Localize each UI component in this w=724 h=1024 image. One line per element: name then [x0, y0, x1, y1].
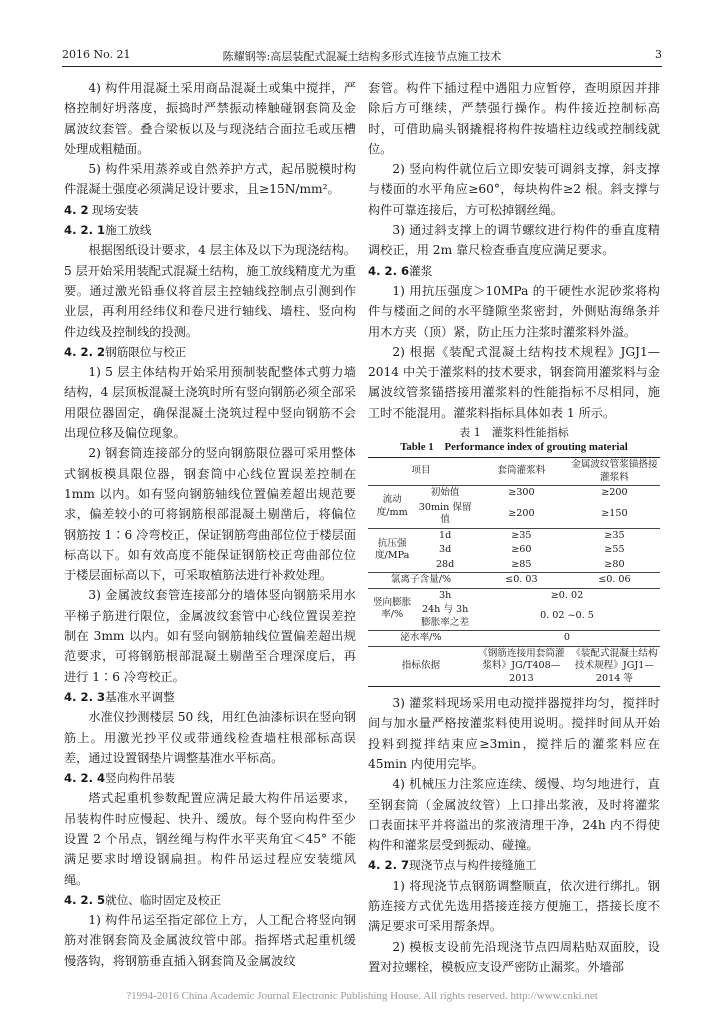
subsection-heading: 4. 2. 4竖向构件吊装	[64, 771, 175, 786]
subsection-heading: 4. 2. 6灌浆	[368, 263, 433, 278]
row-condition: 3d	[439, 544, 452, 556]
paragraph: 4) 构件用混凝土采用商品混凝土或集中搅拌，严格控制好坍落度，振捣时严禁振动棒触碰钢套筒及金属波纹套管。叠合梁板以及与现浇结合面拉毛或压槽处理成粗糙面。	[64, 81, 356, 156]
cell-value: 0. 02 ~0. 5	[540, 610, 594, 622]
paragraph: 2) 竖向构件就位后立即安装可调斜支撑，斜支撑与楼面的水平角应≥60°，每块构件≥2 根。斜支撑与构件可靠连接后，方可松掉钢丝绳。	[368, 162, 660, 217]
cell-value: ≥150	[601, 507, 628, 519]
paragraph: 1) 用抗压强度＞10MPa 的干硬性水泥砂浆将构件与楼面之间的水平缝隙坐浆密封，外侧贴海绵条并用木方夹（顶）紧，防止压力注浆时灌浆料外溢。	[368, 283, 660, 339]
cell-value: ≥85	[511, 558, 532, 570]
row-label: 抗压强度/MPa	[368, 528, 416, 573]
cell-value: ≤0. 03	[474, 573, 569, 589]
cell-value: ≥200	[569, 486, 660, 501]
row-condition: 1d	[416, 528, 474, 543]
paragraph: 1) 构件吊运至指定部位上方，人工配合将竖向钢筋对准钢套筒及金属波纹管中部。指挥塔式起重机缓慢落钩，将钢筋垂直插入钢套筒及金属波纹	[64, 913, 356, 968]
header-item: 项目	[368, 458, 474, 486]
running-header	[62, 46, 662, 67]
paragraph: 1) 5 层主体结构开始采用预制装配整体式剪力墙结构，4 层顶板混凝土浇筑时所有竖向钢筋必须全部采用限位器固定，确保混凝土浇筑过程中竖向钢筋不会出现位移及偏位现象。	[64, 365, 356, 441]
table-caption-english: Table 1 Performance index of grouting material	[400, 441, 628, 454]
subsection-heading: 4. 2. 5就位、临时固定及校正	[64, 892, 222, 907]
copyright-footer: ?1994-2016 China Academic Journal Electronic Publishing House. All rights reserved. http://www.cnki.net	[126, 990, 598, 1002]
paragraph: 4) 机械压力注浆应连续、缓慢、均匀地进行，直至钢套筒（金属波纹管）上口排出浆液，及时将灌浆口表面抹平并将溢出的浆液清理干净，24h 内不得使构件和灌浆层受到振动、碰撞。	[368, 777, 660, 853]
paragraph: 套管。构件下插过程中遇阻力应暂停，查明原因并排除后方可继续，严禁强行操作。构件接近控制标高时，可借助扁头钢撬棍将构件按墙柱边线或控制线就位。	[368, 81, 660, 156]
row-label: 泌水率/%	[368, 631, 474, 647]
row-condition: 3h	[416, 588, 474, 603]
row-label: 指标依据	[368, 646, 474, 687]
paragraph: 5) 构件采用蒸养或自然养护方式，起吊脱模时构件混凝土强度必须满足设计要求，且≥15N/mm²。	[64, 162, 356, 197]
table-row	[368, 486, 660, 501]
cell-value: ≥35	[569, 528, 660, 543]
right-column	[368, 78, 660, 977]
cell-value: ≥0. 02	[474, 588, 660, 603]
subsection-heading: 4. 2. 2钢筋限位与校正	[64, 344, 187, 359]
header-col2: 金属波纹管浆锚搭接灌浆料	[569, 458, 660, 486]
paragraph: 1) 将现浇节点钢筋调整顺直，依次进行绑扎。钢筋连接方式优先选用搭接连接方便施工，搭接长度不满足要求可采用帮条焊。	[368, 878, 660, 934]
header-col1: 套筒灌浆料	[474, 458, 569, 486]
row-condition: 24h 与 3h 膨胀率之差	[421, 604, 470, 628]
paragraph: 3) 通过斜支撑上的调节螺纹进行构件的垂直度精调校正，用 2m 靠尺检查垂直度应满足要求。	[368, 223, 660, 258]
table-row	[368, 588, 660, 603]
grouting-performance-table	[368, 457, 660, 687]
paragraph: 3) 灌浆料现场采用电动搅拌器搅拌均匀，搅拌时间与加水量严格按灌浆料使用说明。搅拌时间从开始投料到搅拌结束应≥3min，搅拌后的灌浆料应在 45min 内使用完毕。	[368, 696, 660, 771]
subsection-heading: 4. 2. 7现浇节点与构件接缝施工	[368, 858, 537, 873]
paragraph: 2) 钢套筒连接部分的竖向钢筋限位器可采用整体式钢板模具限位器，钢套筒中心线位置误差控制在 1mm 以内。如有竖向钢筋轴线位置偏差超出规范要求，偏差较小的可将钢筋根部混凝土剔凿后，将偏位钢筋按 1∶6 冷弯校正，保证钢筋弯曲部位位于楼层面标高以下。如有效高度不能保证钢筋校正弯曲部位位于楼层面标高以下，可采取植筋法进行补救处理。	[64, 446, 356, 583]
table-header-row	[368, 458, 660, 486]
cell-value: ≥60	[511, 544, 532, 556]
subsection-heading: 4. 2. 1施工放线	[64, 223, 152, 238]
cell-value: ≥55	[604, 544, 625, 556]
cell-value: 《钢筋连接用套筒灌浆料》JG/T408—2013	[474, 646, 569, 687]
issue-label: 2016 No. 21	[62, 48, 131, 61]
table-row	[368, 646, 660, 687]
paragraph: 塔式起重机参数配置应满足最大构件吊运要求，吊装构件时应慢起、快升、缓放。每个竖向构件至少设置 2 个吊点，钢丝绳与构件水平夹角宜＜45° 不能满足要求时增设钢扁担。构件吊运过程应安装缆风绳。	[64, 791, 356, 887]
paragraph: 根据图纸设计要求，4 层主体及以下为现浇结构。5 层开始采用装配式混凝土结构，施工放线精度尤为重要。通过激光铅垂仪将首层主控轴线控制点引测到作业层，再利用经纬仪和卷尺进行轴线、墙柱、竖向构件边线及控制线的投测。	[64, 243, 356, 339]
paragraph: 3) 金属波纹套管连接部分的墙体竖向钢筋采用水平梯子筋进行限位，金属波纹套管中心线位置误差控制在 3mm 以内。如有竖向钢筋轴线位置偏差超出规范要求，可将钢筋根部混凝土剔凿至合理深度后，再进行 1∶6 冷弯校正。	[64, 588, 356, 684]
cell-value: ≤0. 06	[569, 573, 660, 589]
page-number: 3	[655, 48, 662, 61]
cell-value: ≥200	[508, 507, 535, 519]
row-label: 流动度/mm	[368, 486, 416, 529]
row-condition: 初始值	[416, 486, 474, 501]
table-row	[368, 631, 660, 647]
row-label: 竖向膨胀率/%	[368, 588, 416, 631]
paragraph: 2) 模板支设前先沿现浇节点四周粘贴双面胶，设置对拉螺栓，模板应支设严密防止漏浆。外墙部	[368, 939, 660, 974]
cell-value: 0	[474, 631, 660, 647]
table-row	[368, 528, 660, 543]
cell-value: 《装配式混凝土结构技术规程》JGJ1—2014 等	[569, 646, 660, 687]
row-condition: 28d	[435, 558, 455, 570]
left-column	[64, 78, 356, 971]
table-caption: 表 1 灌浆料性能指标	[459, 426, 569, 440]
cell-value: ≥80	[604, 558, 625, 570]
subsection-heading: 4. 2. 3基准水平调整	[64, 689, 175, 704]
cell-value: ≥300	[474, 486, 569, 501]
paragraph: 水准仪抄测楼层 50 线，用红色油漆标识在竖向钢筋上。用激光抄平仪或带通线检查墙柱根部标高误差，通过设置钢垫片调整基准水平标高。	[64, 710, 356, 765]
table-row	[368, 573, 660, 589]
section-heading: 4. 2 现场安装	[64, 202, 139, 217]
row-label: 氯离子含量/%	[368, 573, 474, 589]
running-title: 陈耀钢等:高层装配式混凝土结构多形式连接节点施工技术	[222, 50, 502, 63]
paragraph: 2) 根据《装配式混凝土结构技术规程》JGJ1—2014 中关于灌浆料的技术要求，钢套筒用灌浆料与金属波纹管浆锚搭接用灌浆料的性能指标不尽相同，施工时不能混用。灌浆料指标具体如表 1 所示。	[368, 344, 660, 420]
row-condition: 30min 保留值	[418, 501, 472, 526]
cell-value: ≥35	[474, 528, 569, 543]
